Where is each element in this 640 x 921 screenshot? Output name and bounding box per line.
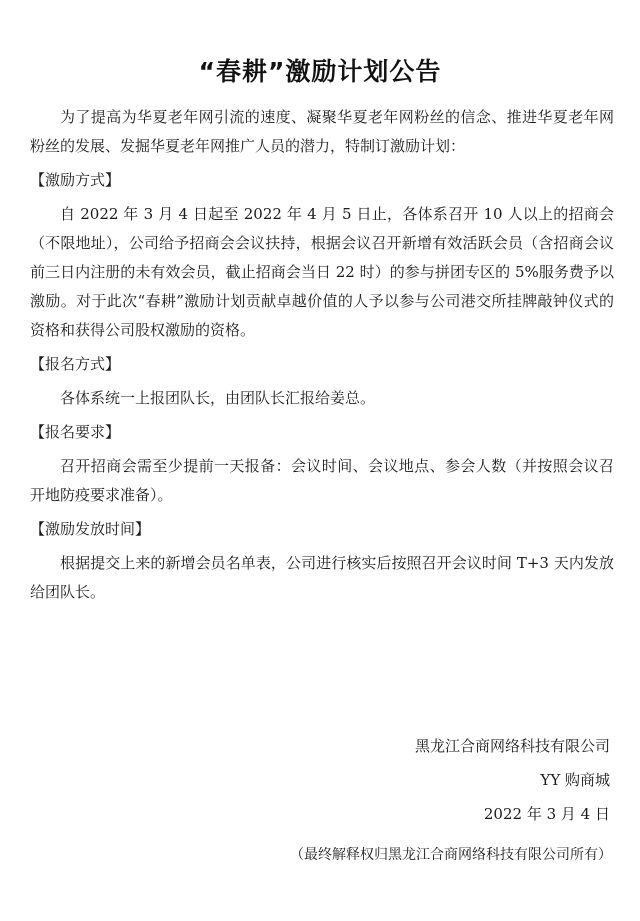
- intro-paragraph: 为了提高为华夏老年网引流的速度、凝聚华夏老年网粉丝的信念、推进华夏老年网粉丝的发展、发掘华夏老年网推广人员的潜力，特制订激励计划：: [30, 108, 614, 155]
- section-body-incentive-method: 自 2022 年 3 月 4 日起至 2022 年 4 月 5 日止，各体系召开 10 人以上的招商会（不限地址），公司给予招商会会议扶持，根据会议召开新增有效活跃会员（含招商会议前三日内注册的未有效会员，截止招商会当日 22 时）的参与拼团专区的 5%服务费予以激励。对于此次“春耕”激励计划贡献卓越价值的人予以参与公司港交所挂牌敲钟仪式的资格和获得公司股权激励的资格。: [30, 205, 614, 339]
- section-body-payout-time: 根据提交上来的新增会员名单表，公司进行核实后按照召开会议时间 T+3 天内发放给团队长。: [30, 554, 614, 601]
- section-heading-incentive-method: 【激励方式】: [30, 171, 121, 189]
- signature-brand: YY 购商城: [540, 771, 610, 789]
- section-body-signup-requirements: 召开招商会需至少提前一天报备：会议时间、会议地点、参会人数（并按照会议召开地防疫要求准备）。: [30, 457, 614, 504]
- notice-body: [30, 103, 614, 612]
- section-heading-signup-requirements: 【报名要求】: [30, 423, 121, 441]
- signature-company: 黑龙江合商网络科技有限公司: [414, 737, 610, 755]
- section-heading-signup-method: 【报名方式】: [30, 355, 121, 373]
- signature-date: 2022 年 3 月 4 日: [483, 805, 610, 823]
- notice-title: “春耕”激励计划公告: [198, 57, 442, 86]
- section-body-signup-method: 各体系统一上报团队长，由团队长汇报给姜总。: [60, 389, 376, 407]
- section-heading-payout-time: 【激励发放时间】: [30, 520, 151, 538]
- signature-block: [415, 729, 610, 831]
- footer-note: （最终解释权归黑龙江合商网络科技有限公司所有）: [290, 847, 612, 863]
